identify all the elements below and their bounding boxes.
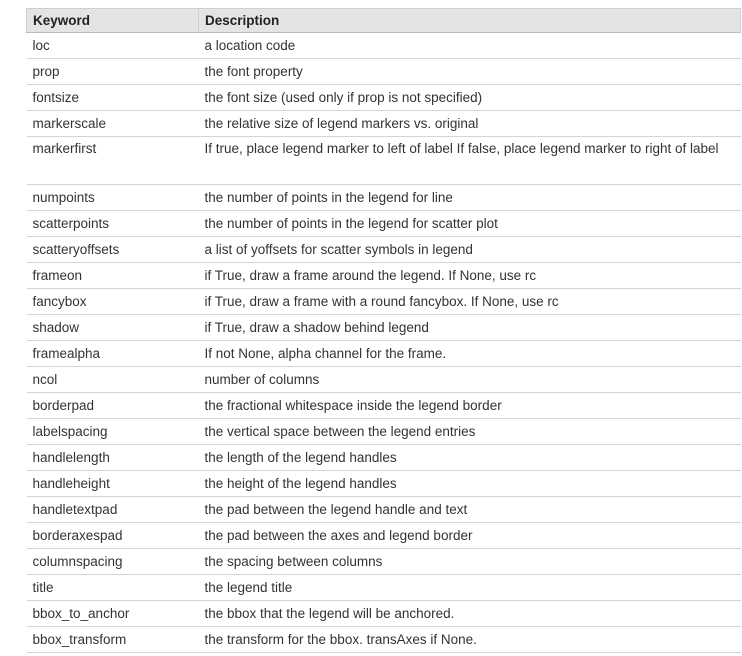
keyword-cell: handlelength <box>27 445 199 471</box>
keyword-cell: scatteryoffsets <box>27 237 199 263</box>
table-row <box>27 445 741 471</box>
keyword-cell: framealpha <box>27 341 199 367</box>
table-row <box>27 601 741 627</box>
description-cell: the relative size of legend markers vs. original <box>199 111 741 137</box>
description-cell: the spacing between columns <box>199 549 741 575</box>
table-header-row <box>27 9 741 33</box>
table-row <box>27 263 741 289</box>
description-cell: a list of yoffsets for scatter symbols in legend <box>199 237 741 263</box>
table-row <box>27 575 741 601</box>
table-row <box>27 341 741 367</box>
keyword-cell: bbox_transform <box>27 627 199 653</box>
description-cell: the font size (used only if prop is not specified) <box>199 85 741 111</box>
table-row <box>27 33 741 59</box>
keyword-cell: borderaxespad <box>27 523 199 549</box>
keyword-cell: borderpad <box>27 393 199 419</box>
description-cell: a location code <box>199 33 741 59</box>
description-cell: the length of the legend handles <box>199 445 741 471</box>
description-cell: the fractional whitespace inside the legend border <box>199 393 741 419</box>
keyword-cell: loc <box>27 33 199 59</box>
description-cell: the number of points in the legend for line <box>199 185 741 211</box>
description-cell: if True, draw a frame around the legend. If None, use rc <box>199 263 741 289</box>
description-cell: If true, place legend marker to left of label If false, place legend marker to right of label <box>199 137 741 185</box>
table-row <box>27 523 741 549</box>
table-row <box>27 471 741 497</box>
description-cell: the bbox that the legend will be anchored. <box>199 601 741 627</box>
description-cell: the vertical space between the legend entries <box>199 419 741 445</box>
table-row <box>27 419 741 445</box>
table-row <box>27 497 741 523</box>
table-row <box>27 111 741 137</box>
table-row <box>27 85 741 111</box>
table-row <box>27 289 741 315</box>
description-cell: if True, draw a frame with a round fancybox. If None, use rc <box>199 289 741 315</box>
description-cell: the number of points in the legend for scatter plot <box>199 211 741 237</box>
table-row <box>27 627 741 653</box>
keyword-column-header: Keyword <box>27 9 199 33</box>
description-cell: If not None, alpha channel for the frame. <box>199 341 741 367</box>
keyword-cell: scatterpoints <box>27 211 199 237</box>
keyword-cell: labelspacing <box>27 419 199 445</box>
keyword-cell: handletextpad <box>27 497 199 523</box>
keyword-cell: numpoints <box>27 185 199 211</box>
keyword-cell: columnspacing <box>27 549 199 575</box>
description-cell: the pad between the axes and legend border <box>199 523 741 549</box>
description-cell: if True, draw a shadow behind legend <box>199 315 741 341</box>
keyword-cell: shadow <box>27 315 199 341</box>
keyword-cell: prop <box>27 59 199 85</box>
description-cell: the font property <box>199 59 741 85</box>
table-row <box>27 367 741 393</box>
description-column-header: Description <box>199 9 741 33</box>
keyword-cell: bbox_to_anchor <box>27 601 199 627</box>
table-row <box>27 393 741 419</box>
legend-keywords-table <box>26 8 741 653</box>
keyword-cell: markerfirst <box>27 137 199 185</box>
description-cell: the pad between the legend handle and text <box>199 497 741 523</box>
table-row <box>27 549 741 575</box>
table-row <box>27 185 741 211</box>
keyword-cell: title <box>27 575 199 601</box>
legend-keywords-table-container <box>26 8 740 653</box>
description-cell: the transform for the bbox. transAxes if None. <box>199 627 741 653</box>
keyword-cell: handleheight <box>27 471 199 497</box>
keyword-cell: ncol <box>27 367 199 393</box>
description-cell: number of columns <box>199 367 741 393</box>
table-row <box>27 237 741 263</box>
table-row <box>27 59 741 85</box>
table-row <box>27 137 741 185</box>
keyword-cell: frameon <box>27 263 199 289</box>
description-cell: the legend title <box>199 575 741 601</box>
keyword-cell: fancybox <box>27 289 199 315</box>
keyword-cell: markerscale <box>27 111 199 137</box>
description-cell: the height of the legend handles <box>199 471 741 497</box>
table-row <box>27 211 741 237</box>
table-row <box>27 315 741 341</box>
keyword-cell: fontsize <box>27 85 199 111</box>
